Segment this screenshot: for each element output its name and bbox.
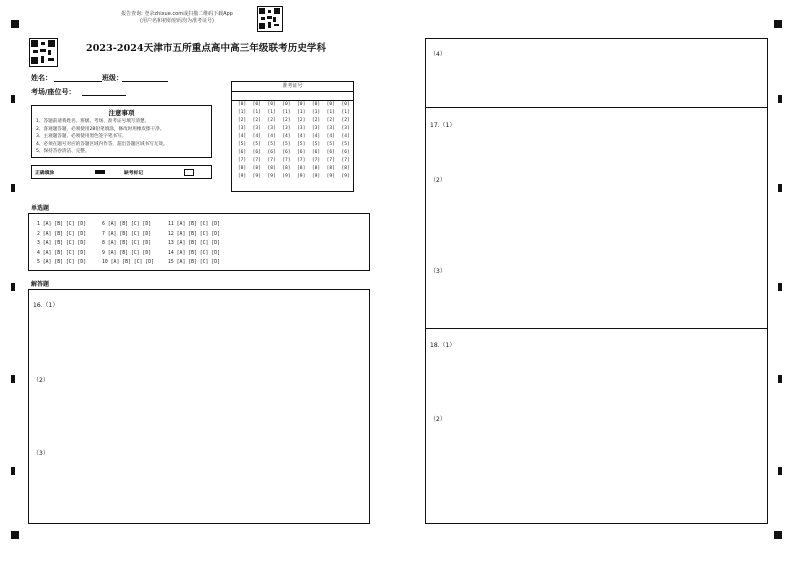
- side-mark: [11, 95, 15, 103]
- exam-digit-bubble[interactable]: [6]: [297, 150, 306, 155]
- exam-digit-bubble[interactable]: [6]: [237, 150, 247, 155]
- exam-digit-column: [280, 101, 292, 181]
- exam-digit-bubble[interactable]: [4]: [267, 134, 276, 139]
- mc-question[interactable]: 10 [A] [B] [C] [D]: [102, 260, 154, 265]
- exam-digit-bubble[interactable]: [0]: [237, 102, 247, 107]
- exam-digit-bubble[interactable]: [3]: [252, 126, 261, 131]
- corner-mark-top-left: [11, 20, 19, 28]
- corner-mark-bottom-right: [774, 531, 782, 539]
- exam-digit-bubble[interactable]: [6]: [341, 150, 350, 155]
- exam-digit-bubble[interactable]: [5]: [252, 142, 261, 147]
- correct-fill-label: 正确填涂: [35, 171, 55, 176]
- q18-part1-label: 18.（1）: [430, 342, 456, 349]
- page-title: 2023-2024天津市五所重点高中高三年级联考历史学科: [86, 43, 327, 54]
- answer-box-17[interactable]: [425, 107, 768, 329]
- exam-digit-bubble[interactable]: [3]: [267, 126, 276, 131]
- exam-digit-bubble[interactable]: [0]: [267, 102, 276, 107]
- notes-item: 2、客观题答题，必须使用2B铅笔填涂，修改时用橡皮擦干净。: [36, 126, 165, 132]
- fill-legend: [31, 165, 212, 179]
- source-note-line2: (用户名和初始密码均为准考证号): [140, 18, 214, 24]
- exam-digit-column: [295, 101, 307, 181]
- exam-digit-bubble[interactable]: [2]: [341, 118, 350, 123]
- exam-digit-bubble[interactable]: [0]: [252, 102, 261, 107]
- exam-digit-bubble[interactable]: [8]: [267, 166, 276, 171]
- notes-list: [32, 118, 211, 156]
- exam-digit-column: [340, 101, 352, 181]
- side-mark: [11, 467, 15, 475]
- mc-column: [102, 220, 154, 268]
- exam-digit-bubble[interactable]: [2]: [237, 118, 247, 123]
- exam-digit-bubble[interactable]: [2]: [252, 118, 261, 123]
- exam-digit-bubble[interactable]: [4]: [252, 134, 261, 139]
- q17-part2-label: （2）: [430, 177, 446, 184]
- exam-digit-column: [325, 101, 337, 181]
- notes-item: 1、答题前请将姓名、班级、考场、准考证号填写清楚。: [36, 119, 150, 124]
- exam-digit-bubble[interactable]: [4]: [297, 134, 306, 139]
- exam-digit-bubble[interactable]: [5]: [282, 142, 291, 147]
- exam-digit-bubble[interactable]: [5]: [297, 142, 306, 147]
- answer-box-16-part4[interactable]: [425, 38, 768, 108]
- q16-part2-label: （2）: [33, 377, 49, 384]
- exam-digit-bubble[interactable]: [2]: [297, 118, 306, 123]
- mc-question[interactable]: 8 [A] [B] [C] [D]: [102, 241, 152, 246]
- exam-digit-bubble[interactable]: [3]: [326, 126, 335, 131]
- mc-question[interactable]: 13 [A] [B] [C] [D]: [168, 241, 220, 246]
- mc-question[interactable]: 2 [A] [B] [C] [D]: [37, 231, 87, 237]
- exam-digit-bubble[interactable]: [7]: [237, 158, 247, 163]
- side-mark: [778, 283, 782, 291]
- exam-digit-bubble[interactable]: [8]: [311, 166, 321, 171]
- exam-digit-bubble[interactable]: [7]: [282, 158, 291, 163]
- exam-digit-bubble[interactable]: [1]: [282, 110, 291, 115]
- exam-digit-bubble[interactable]: [1]: [267, 110, 276, 115]
- exam-digit-bubble[interactable]: [5]: [311, 142, 321, 147]
- absent-checkbox[interactable]: [184, 169, 194, 176]
- exam-digit-bubble[interactable]: [6]: [252, 150, 261, 155]
- exam-digit-bubble[interactable]: [5]: [267, 142, 276, 147]
- exam-digit-bubble[interactable]: [1]: [341, 110, 350, 115]
- notes-title: 注意事项: [108, 109, 135, 117]
- q16-part3-label: （3）: [33, 450, 49, 457]
- exam-digit-bubble[interactable]: [4]: [326, 134, 335, 139]
- exam-digit-bubble[interactable]: [8]: [282, 166, 291, 171]
- single-choice-label: 单选题: [31, 205, 50, 212]
- exam-digit-bubble[interactable]: [0]: [311, 102, 321, 107]
- exam-digit-bubble[interactable]: [1]: [237, 110, 247, 115]
- exam-digit-column: [251, 101, 263, 181]
- side-mark: [778, 184, 782, 192]
- mc-column: [168, 220, 220, 268]
- mc-question[interactable]: 5 [A] [B] [C] [D]: [37, 260, 87, 265]
- side-mark: [11, 184, 15, 192]
- exam-digit-bubble[interactable]: [8]: [237, 166, 247, 171]
- exam-digit-bubble[interactable]: [6]: [326, 150, 335, 155]
- source-note: [102, 11, 252, 25]
- exam-digit-bubble[interactable]: [1]: [297, 110, 306, 115]
- exam-digit-bubble[interactable]: [6]: [282, 150, 291, 155]
- exam-digit-bubble[interactable]: [7]: [252, 158, 261, 163]
- exam-digit-bubble[interactable]: [3]: [237, 126, 247, 131]
- notes-item: 3、主观题答题，必须使用黑色签字笔书写。: [36, 134, 127, 140]
- exam-digit-bubble[interactable]: [3]: [297, 126, 306, 131]
- mc-question[interactable]: 7 [A] [B] [C] [D]: [102, 231, 152, 237]
- q18-part2-label: （2）: [430, 416, 446, 423]
- name-label: 姓名：: [31, 74, 52, 82]
- exam-digit-bubble[interactable]: [9]: [326, 174, 335, 179]
- exam-number-title: 准考证号: [232, 82, 353, 92]
- exam-digit-bubble[interactable]: [7]: [341, 158, 350, 163]
- exam-digit-bubble[interactable]: [9]: [252, 174, 261, 179]
- q16-part4-label: （4）: [430, 51, 446, 58]
- qr-code-icon: [29, 38, 58, 67]
- exam-digit-bubble[interactable]: [0]: [326, 102, 335, 107]
- exam-digit-bubble[interactable]: [2]: [326, 118, 335, 123]
- exam-digit-bubble[interactable]: [8]: [326, 166, 335, 171]
- single-choice-box: [28, 213, 370, 271]
- mc-question[interactable]: 14 [A] [B] [C] [D]: [168, 250, 220, 256]
- exam-digit-bubble[interactable]: [8]: [297, 166, 306, 171]
- class-field[interactable]: [122, 81, 168, 82]
- exam-digit-column: [266, 101, 278, 181]
- exam-digit-bubble[interactable]: [3]: [311, 126, 321, 131]
- exam-digit-bubble[interactable]: [3]: [282, 126, 291, 131]
- exam-digit-bubble[interactable]: [9]: [237, 174, 247, 179]
- exam-digit-bubble[interactable]: [2]: [267, 118, 276, 123]
- mc-question[interactable]: 12 [A] [B] [C] [D]: [168, 231, 220, 237]
- notes-item: 5、保持答卷清洁、完整。: [36, 149, 90, 155]
- exam-digit-bubble[interactable]: [7]: [297, 158, 306, 163]
- answer-box-18[interactable]: [425, 328, 768, 524]
- exam-digit-bubble[interactable]: [1]: [311, 110, 321, 115]
- mc-question[interactable]: 15 [A] [B] [C] [D]: [168, 260, 220, 265]
- qr-code-icon: [257, 6, 283, 32]
- corner-mark-bottom-left: [11, 531, 19, 539]
- exam-digit-bubble[interactable]: [8]: [341, 166, 350, 171]
- exam-digit-bubble[interactable]: [1]: [326, 110, 335, 115]
- exam-digit-bubble[interactable]: [9]: [297, 174, 306, 179]
- mc-column: [37, 220, 86, 268]
- name-field[interactable]: [54, 81, 102, 82]
- exam-number-grid: [231, 81, 354, 192]
- exam-digit-bubble[interactable]: [5]: [326, 142, 335, 147]
- filled-bubble-icon: [95, 170, 105, 174]
- exam-digit-bubble[interactable]: [0]: [341, 102, 350, 107]
- exam-digit-bubble[interactable]: [7]: [311, 158, 321, 163]
- exam-digit-column: [236, 101, 248, 181]
- exam-digit-bubble[interactable]: [4]: [311, 134, 321, 139]
- exam-digit-bubble[interactable]: [5]: [237, 142, 247, 147]
- exam-digit-bubble[interactable]: [9]: [311, 174, 321, 179]
- exam-digit-bubble[interactable]: [8]: [252, 166, 261, 171]
- room-seat-label: 考场/座位号：: [31, 88, 76, 96]
- exam-number-entry-row: [232, 91, 353, 101]
- exam-digit-bubble[interactable]: [4]: [341, 134, 350, 139]
- side-mark: [778, 375, 782, 383]
- side-mark: [778, 467, 782, 475]
- exam-digit-bubble[interactable]: [0]: [297, 102, 306, 107]
- exam-digit-bubble[interactable]: [2]: [311, 118, 321, 123]
- exam-digit-bubble[interactable]: [9]: [282, 174, 291, 179]
- exam-digit-bubble[interactable]: [6]: [267, 150, 276, 155]
- mc-question[interactable]: 3 [A] [B] [C] [D]: [37, 241, 87, 246]
- exam-digit-bubble[interactable]: [2]: [282, 118, 291, 123]
- corner-mark-top-right: [774, 20, 782, 28]
- exam-digit-bubble[interactable]: [7]: [267, 158, 276, 163]
- q16-part1-label: 16.（1）: [33, 302, 59, 309]
- exam-digit-bubble[interactable]: [4]: [282, 134, 291, 139]
- mc-question[interactable]: 11 [A] [B] [C] [D]: [168, 222, 220, 227]
- mc-question[interactable]: 1 [A] [B] [C] [D]: [37, 222, 87, 227]
- mc-question[interactable]: 4 [A] [B] [C] [D]: [37, 250, 87, 256]
- q17-part1-label: 17.（1）: [430, 122, 456, 129]
- exam-digit-bubble[interactable]: [3]: [341, 126, 350, 131]
- class-label: 班级：: [102, 74, 123, 82]
- q17-part3-label: （3）: [430, 268, 446, 275]
- exam-digit-bubble[interactable]: [7]: [326, 158, 335, 163]
- mc-question[interactable]: 6 [A] [B] [C] [D]: [102, 222, 152, 227]
- answers-label: 解答题: [31, 281, 50, 288]
- side-mark: [11, 375, 15, 383]
- exam-digit-bubble[interactable]: [1]: [252, 110, 261, 115]
- mc-question[interactable]: 9 [A] [B] [C] [D]: [102, 250, 152, 256]
- side-mark: [11, 283, 15, 291]
- notes-box: [31, 105, 212, 158]
- exam-digit-bubble[interactable]: [9]: [267, 174, 276, 179]
- notes-item: 4、必须在题号对应的答题区域内作答，超出答题区域书写无效。: [36, 141, 168, 147]
- exam-digit-bubble[interactable]: [0]: [282, 102, 291, 107]
- source-note-line1: 报告查询: 登录zhixue.com或扫描二维码下载App: [121, 11, 233, 17]
- answer-box-16[interactable]: [28, 289, 370, 524]
- exam-digit-bubble[interactable]: [5]: [341, 142, 350, 147]
- room-seat-field[interactable]: [82, 95, 126, 96]
- side-mark: [778, 95, 782, 103]
- exam-digit-bubble[interactable]: [9]: [341, 174, 350, 179]
- exam-digit-bubble[interactable]: [4]: [237, 134, 247, 139]
- exam-digit-bubble[interactable]: [6]: [311, 150, 321, 155]
- absent-mark-label: 缺考标记: [124, 171, 144, 176]
- exam-digit-column: [310, 101, 322, 181]
